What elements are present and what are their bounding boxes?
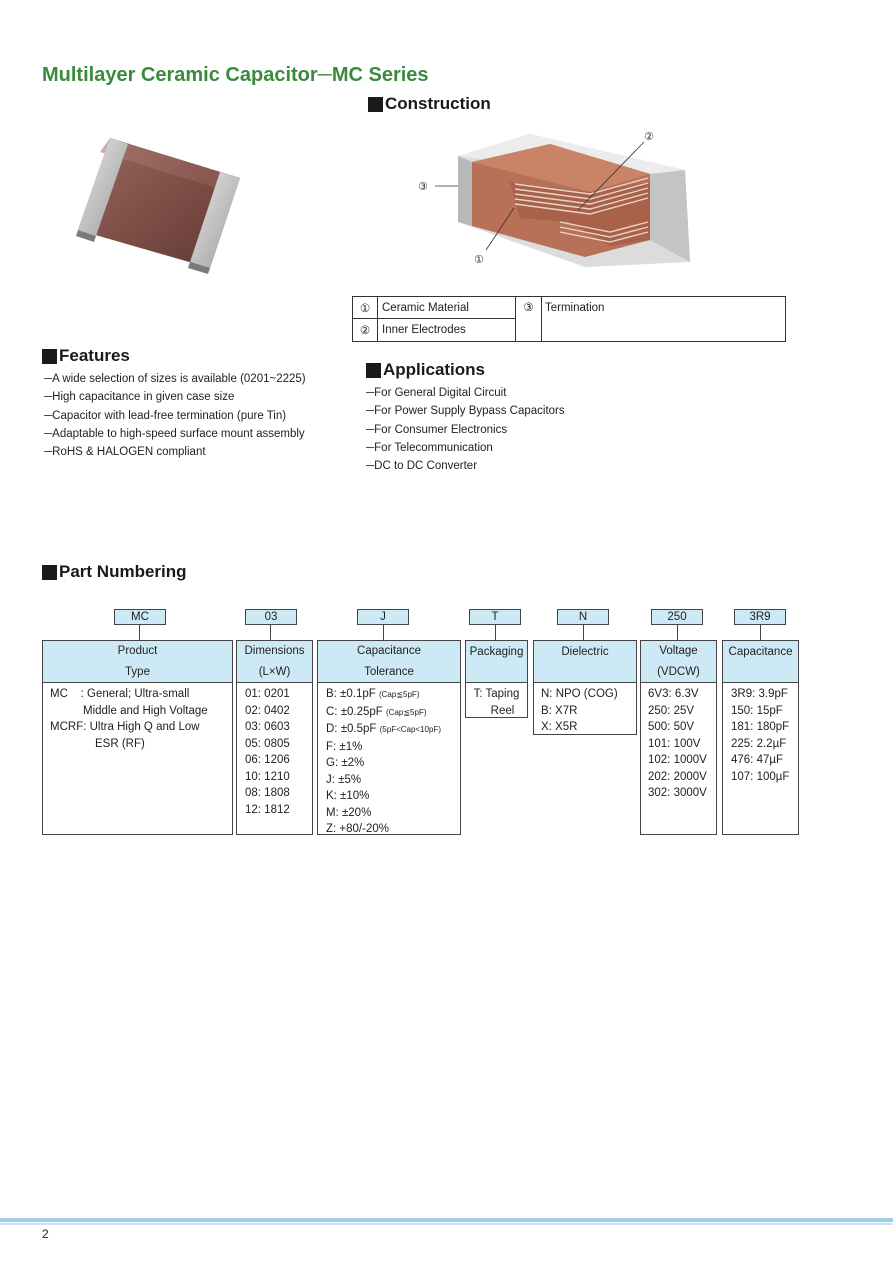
pn-row: 05: 0805 [245, 737, 290, 750]
part-numbering-heading-text: Part Numbering [59, 562, 187, 581]
features-list [44, 370, 306, 461]
code-box-type: MC [114, 609, 166, 625]
pn-row: F: ±1% [326, 740, 363, 753]
pn-row: 6V3: 6.3V [648, 688, 699, 700]
pn-row: N: NPO (COG) [541, 688, 618, 700]
pn-column-capacitance [722, 640, 799, 835]
part-numbering-heading [42, 562, 187, 582]
pn-header: Capacitance [728, 646, 793, 658]
pn-row: T: Taping [473, 688, 520, 700]
heading-square-icon [366, 363, 381, 378]
list-item: ─Capacitor with lead-free termination (pure Tin) [44, 409, 287, 422]
legend-num-2: ② [353, 319, 378, 341]
pn-header: Dielectric [561, 646, 609, 658]
heading-square-icon [368, 97, 383, 112]
pn-row: X: X5R [541, 721, 578, 733]
pn-column-packaging [465, 640, 528, 718]
pn-row: J: ±5% [326, 773, 362, 786]
code-box-dimensions: 03 [245, 609, 297, 625]
legend-num-3: ③ [516, 297, 542, 319]
pn-header: (VDCW) [657, 665, 700, 678]
pn-column-product-type [42, 640, 233, 835]
pn-row: 102: 1000V [648, 754, 707, 766]
pn-column-tolerance [317, 640, 461, 835]
pn-row: 225: 2.2µF [731, 737, 787, 750]
heading-square-icon [42, 349, 57, 364]
pn-header: Tolerance [364, 665, 414, 678]
pn-row: 107: 100µF [731, 770, 790, 783]
pn-row: 03: 0603 [245, 721, 290, 733]
pn-row: 476: 47µF [731, 754, 784, 766]
pn-row: 01: 0201 [245, 688, 290, 700]
pn-row: G: ±2% [326, 757, 365, 769]
page-number: 2 [42, 1227, 49, 1241]
pn-row: 250: 25V [648, 704, 695, 717]
pn-column-dimensions [236, 640, 313, 835]
construction-heading-text: Construction [385, 94, 491, 113]
footer-rule [0, 1218, 893, 1222]
features-heading-text: Features [59, 346, 130, 365]
code-box-voltage: 250 [651, 609, 703, 625]
list-item: ─DC to DC Converter [366, 460, 478, 473]
code-box-tolerance: J [357, 609, 409, 625]
pn-row: 202: 2000V [648, 770, 707, 783]
pn-header: Voltage [659, 644, 698, 657]
pn-header: Type [125, 665, 150, 678]
pn-row: MC : General; Ultra-small [50, 688, 190, 700]
callout-2: ② [644, 130, 654, 143]
list-item: ─High capacitance in given case size [44, 391, 235, 404]
features-heading [42, 346, 130, 366]
applications-list [366, 384, 565, 475]
pn-row: 500: 50V [648, 721, 695, 733]
legend-label-1: Ceramic Material [378, 297, 516, 319]
pn-header: Packaging [469, 646, 524, 658]
pn-row: 12: 1812 [245, 803, 290, 816]
capacitor-photo [70, 130, 260, 280]
pn-row: K: ±10% [326, 790, 370, 802]
legend-label-3: Termination [545, 302, 605, 314]
pn-row: ESR (RF) [95, 737, 145, 750]
list-item: ─For Consumer Electronics [366, 423, 508, 436]
pn-row: 06: 1206 [245, 754, 290, 766]
pn-header: Capacitance [357, 644, 421, 657]
pn-row: Reel [490, 704, 515, 717]
pn-header: Dimensions [244, 644, 305, 657]
code-box-dielectric: N [557, 609, 609, 625]
pn-row: 181: 180pF [731, 721, 790, 733]
pn-row: 10: 1210 [245, 770, 290, 783]
list-item: ─RoHS & HALOGEN compliant [44, 446, 206, 459]
pn-row: Z: +80/-20% [326, 823, 389, 835]
list-item: ─For Power Supply Bypass Capacitors [366, 405, 565, 418]
heading-square-icon [42, 565, 57, 580]
pn-column-dielectric [533, 640, 637, 735]
pn-row: 101: 100V [648, 737, 701, 750]
pn-row: 02: 0402 [245, 704, 290, 717]
applications-heading [366, 360, 485, 380]
pn-header: Product [117, 644, 158, 657]
callout-3: ③ [418, 180, 428, 193]
list-item: ─For Telecommunication [366, 441, 493, 454]
pn-row: B: ±0.1pF (Cap≦5pF) [326, 688, 420, 700]
list-item: ─For General Digital Circuit [366, 387, 507, 399]
pn-row: MCRF: Ultra High Q and Low [50, 721, 200, 733]
pn-row: D: ±0.5pF (5pF<Cap<10pF) [326, 723, 441, 735]
pn-row: 150: 15pF [731, 704, 783, 717]
construction-heading [368, 94, 491, 114]
list-item: ─Adaptable to high-speed surface mount assembly [44, 427, 305, 440]
construction-legend [352, 296, 786, 342]
pn-row: C: ±0.25pF (Cap≦5pF) [326, 705, 427, 718]
applications-heading-text: Applications [383, 360, 486, 379]
footer-rule-thin [0, 1223, 893, 1225]
pn-header: (L×W) [258, 665, 291, 678]
pn-row: M: ±20% [326, 806, 372, 819]
pn-row: Middle and High Voltage [83, 704, 208, 717]
construction-diagram [410, 122, 700, 272]
page-title: Multilayer Ceramic Capacitor─MC Series [42, 64, 429, 86]
pn-row: 3R9: 3.9pF [731, 688, 788, 700]
code-box-capacitance: 3R9 [734, 609, 786, 625]
pn-row: 302: 3000V [648, 787, 707, 799]
pn-column-voltage [640, 640, 717, 835]
pn-row: 08: 1808 [245, 787, 290, 799]
legend-label-2: Inner Electrodes [378, 319, 516, 341]
callout-1: ① [474, 253, 484, 266]
code-box-packaging: T [469, 609, 521, 625]
legend-num-1: ① [353, 297, 378, 319]
list-item: ─A wide selection of sizes is available (0201~2225) [44, 373, 306, 385]
pn-row: B: X7R [541, 704, 578, 717]
